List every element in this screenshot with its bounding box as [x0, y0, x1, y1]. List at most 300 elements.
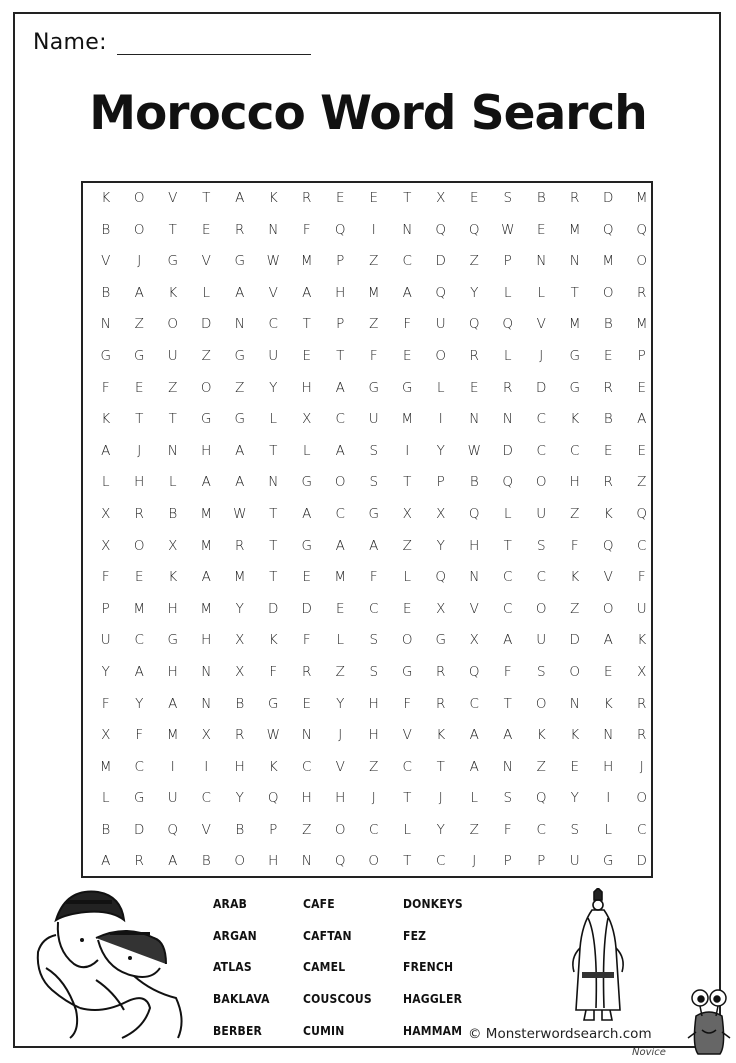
grid-letter[interactable]: G — [268, 695, 279, 712]
grid-letter[interactable]: T — [302, 316, 311, 333]
grid-letter[interactable]: M — [568, 316, 581, 333]
grid-letter[interactable]: M — [635, 316, 648, 333]
grid-letter[interactable]: G — [234, 253, 245, 270]
grid-letter[interactable]: U — [435, 316, 446, 333]
grid-letter[interactable]: O — [200, 379, 212, 396]
grid-letter[interactable]: G — [402, 379, 413, 396]
grid-letter[interactable]: A — [402, 284, 412, 301]
letter-grid[interactable] — [89, 183, 647, 878]
grid-letter[interactable]: V — [536, 316, 546, 333]
grid-letter[interactable]: R — [637, 284, 647, 301]
grid-letter[interactable]: N — [569, 253, 580, 270]
grid-letter[interactable]: V — [268, 284, 278, 301]
grid-letter[interactable]: A — [335, 379, 345, 396]
grid-letter[interactable]: V — [402, 727, 412, 744]
grid-letter[interactable]: C — [268, 316, 278, 333]
grid-letter[interactable]: H — [335, 790, 346, 807]
grid-letter[interactable]: E — [335, 190, 345, 206]
grid-letter[interactable]: S — [369, 474, 379, 491]
grid-letter[interactable]: A — [201, 474, 211, 491]
grid-letter[interactable]: Z — [369, 758, 379, 775]
grid-letter[interactable]: P — [269, 821, 278, 838]
grid-letter[interactable]: E — [603, 347, 613, 364]
grid-letter[interactable]: V — [201, 821, 211, 838]
grid-letter[interactable]: A — [134, 284, 144, 301]
grid-letter[interactable]: G — [134, 347, 145, 364]
grid-letter[interactable]: L — [470, 790, 479, 807]
grid-letter[interactable]: X — [469, 632, 479, 649]
grid-letter[interactable]: E — [201, 221, 211, 238]
grid-letter[interactable]: L — [302, 442, 311, 459]
grid-letter[interactable]: Q — [167, 821, 179, 838]
grid-letter[interactable]: O — [636, 790, 648, 807]
grid-letter[interactable]: C — [302, 758, 312, 775]
grid-letter[interactable]: J — [472, 853, 477, 870]
grid-letter[interactable]: O — [368, 853, 380, 870]
grid-letter[interactable]: R — [134, 853, 144, 870]
grid-letter[interactable]: U — [636, 600, 647, 617]
grid-letter[interactable]: Y — [336, 695, 345, 712]
grid-letter[interactable]: G — [100, 347, 111, 364]
grid-letter[interactable]: Z — [469, 821, 479, 838]
grid-letter[interactable]: V — [201, 253, 211, 270]
grid-letter[interactable]: W — [501, 221, 515, 238]
grid-letter[interactable]: F — [369, 347, 378, 364]
grid-letter[interactable]: N — [201, 695, 212, 712]
grid-letter[interactable]: Q — [468, 505, 480, 522]
grid-letter[interactable]: U — [536, 632, 547, 649]
grid-letter[interactable]: N — [536, 253, 547, 270]
grid-letter[interactable]: O — [133, 221, 145, 238]
grid-letter[interactable]: A — [235, 190, 245, 206]
grid-letter[interactable]: P — [537, 853, 546, 870]
grid-letter[interactable]: H — [234, 758, 245, 775]
grid-letter[interactable]: T — [503, 695, 512, 712]
grid-letter[interactable]: C — [402, 758, 412, 775]
grid-letter[interactable]: R — [637, 695, 647, 712]
grid-letter[interactable]: M — [200, 537, 213, 554]
grid-letter[interactable]: O — [435, 347, 447, 364]
grid-letter[interactable]: O — [401, 632, 413, 649]
grid-letter[interactable]: K — [168, 569, 178, 586]
grid-letter[interactable]: T — [269, 537, 278, 554]
grid-letter[interactable]: H — [301, 379, 312, 396]
grid-letter[interactable]: E — [603, 442, 613, 459]
grid-letter[interactable]: V — [469, 600, 479, 617]
grid-letter[interactable]: Q — [334, 221, 346, 238]
grid-letter[interactable]: F — [101, 379, 110, 396]
grid-letter[interactable]: N — [234, 316, 245, 333]
grid-letter[interactable]: A — [235, 284, 245, 301]
grid-letter[interactable]: Y — [470, 284, 479, 301]
grid-letter[interactable]: Q — [502, 474, 514, 491]
grid-letter[interactable]: P — [637, 347, 646, 364]
grid-letter[interactable]: W — [266, 727, 280, 744]
grid-letter[interactable]: D — [502, 442, 513, 459]
grid-letter[interactable]: D — [134, 821, 145, 838]
grid-letter[interactable]: F — [135, 727, 144, 744]
grid-letter[interactable]: C — [402, 253, 412, 270]
grid-letter[interactable]: G — [167, 632, 178, 649]
grid-letter[interactable]: A — [469, 727, 479, 744]
grid-letter[interactable]: Y — [436, 442, 445, 459]
grid-letter[interactable]: G — [603, 853, 614, 870]
grid-letter[interactable]: H — [167, 600, 178, 617]
grid-letter[interactable]: J — [137, 442, 142, 459]
grid-letter[interactable]: H — [368, 695, 379, 712]
grid-letter[interactable]: Q — [535, 790, 547, 807]
grid-letter[interactable]: Q — [636, 221, 648, 238]
grid-letter[interactable]: G — [368, 379, 379, 396]
grid-letter[interactable]: K — [603, 505, 613, 522]
grid-letter[interactable]: K — [268, 758, 278, 775]
grid-letter[interactable]: W — [266, 253, 280, 270]
grid-letter[interactable]: O — [535, 474, 547, 491]
grid-letter[interactable]: V — [335, 758, 345, 775]
grid-letter[interactable]: T — [168, 411, 177, 428]
grid-letter[interactable]: M — [133, 600, 146, 617]
grid-letter[interactable]: D — [201, 316, 212, 333]
grid-letter[interactable]: N — [502, 411, 513, 428]
grid-letter[interactable]: C — [369, 821, 379, 838]
grid-letter[interactable]: X — [436, 505, 446, 522]
grid-letter[interactable]: N — [469, 411, 480, 428]
grid-letter[interactable]: Q — [602, 537, 614, 554]
grid-letter[interactable]: C — [369, 600, 379, 617]
grid-letter[interactable]: Y — [436, 537, 445, 554]
grid-letter[interactable]: F — [403, 695, 412, 712]
grid-letter[interactable]: R — [637, 727, 647, 744]
grid-letter[interactable]: L — [168, 474, 177, 491]
grid-letter[interactable]: U — [368, 411, 379, 428]
grid-letter[interactable]: E — [302, 695, 312, 712]
grid-letter[interactable]: X — [201, 727, 211, 744]
grid-letter[interactable]: K — [101, 411, 111, 428]
grid-letter[interactable]: Z — [134, 316, 144, 333]
grid-letter[interactable]: A — [603, 632, 613, 649]
grid-letter[interactable]: M — [334, 569, 347, 586]
grid-letter[interactable]: H — [368, 727, 379, 744]
grid-letter[interactable]: E — [402, 347, 412, 364]
grid-letter[interactable]: M — [166, 727, 179, 744]
grid-letter[interactable]: P — [503, 853, 512, 870]
grid-letter[interactable]: F — [269, 663, 278, 680]
grid-letter[interactable]: F — [101, 569, 110, 586]
grid-letter[interactable]: O — [535, 695, 547, 712]
grid-letter[interactable]: N — [167, 442, 178, 459]
grid-letter[interactable]: P — [503, 253, 512, 270]
grid-letter[interactable]: C — [536, 821, 546, 838]
grid-letter[interactable]: O — [535, 600, 547, 617]
grid-letter[interactable]: A — [302, 284, 312, 301]
grid-letter[interactable]: V — [101, 253, 111, 270]
grid-letter[interactable]: H — [335, 284, 346, 301]
grid-letter[interactable]: B — [235, 821, 245, 838]
grid-letter[interactable]: F — [570, 537, 579, 554]
grid-letter[interactable]: T — [403, 474, 412, 491]
grid-letter[interactable]: S — [369, 663, 379, 680]
grid-letter[interactable]: K — [603, 695, 613, 712]
grid-letter[interactable]: D — [301, 600, 312, 617]
grid-letter[interactable]: H — [201, 632, 212, 649]
grid-letter[interactable]: J — [371, 790, 376, 807]
grid-letter[interactable]: M — [635, 190, 648, 206]
grid-letter[interactable]: Z — [369, 316, 379, 333]
grid-letter[interactable]: I — [204, 758, 209, 775]
grid-letter[interactable]: Y — [269, 379, 278, 396]
grid-letter[interactable]: G — [134, 790, 145, 807]
grid-letter[interactable]: R — [436, 695, 446, 712]
grid-letter[interactable]: M — [300, 253, 313, 270]
grid-letter[interactable]: F — [403, 316, 412, 333]
grid-letter[interactable]: H — [167, 663, 178, 680]
grid-letter[interactable]: L — [101, 474, 110, 491]
grid-letter[interactable]: H — [268, 853, 279, 870]
grid-letter[interactable]: U — [268, 347, 279, 364]
grid-letter[interactable]: P — [336, 316, 345, 333]
grid-letter[interactable]: Y — [235, 790, 244, 807]
grid-letter[interactable]: K — [268, 190, 278, 206]
grid-letter[interactable]: G — [201, 411, 212, 428]
grid-letter[interactable]: L — [403, 821, 412, 838]
grid-letter[interactable]: K — [268, 632, 278, 649]
grid-letter[interactable]: U — [536, 505, 547, 522]
grid-letter[interactable]: R — [302, 663, 312, 680]
grid-letter[interactable]: K — [436, 727, 446, 744]
grid-letter[interactable]: V — [603, 569, 613, 586]
grid-letter[interactable]: E — [335, 600, 345, 617]
grid-letter[interactable]: K — [570, 727, 580, 744]
grid-letter[interactable]: M — [602, 253, 615, 270]
grid-letter[interactable]: Z — [637, 474, 647, 491]
grid-letter[interactable]: B — [603, 316, 613, 333]
grid-letter[interactable]: F — [302, 221, 311, 238]
grid-letter[interactable]: M — [568, 221, 581, 238]
grid-letter[interactable]: U — [167, 790, 178, 807]
grid-letter[interactable]: Z — [536, 758, 546, 775]
grid-letter[interactable]: E — [369, 190, 379, 206]
grid-letter[interactable]: X — [402, 505, 412, 522]
grid-letter[interactable]: T — [503, 537, 512, 554]
grid-letter[interactable]: R — [235, 221, 245, 238]
grid-letter[interactable]: R — [436, 663, 446, 680]
grid-letter[interactable]: F — [101, 695, 110, 712]
grid-letter[interactable]: X — [302, 411, 312, 428]
name-field[interactable] — [33, 30, 311, 55]
grid-letter[interactable]: C — [637, 537, 647, 554]
grid-letter[interactable]: N — [569, 695, 580, 712]
grid-letter[interactable]: C — [201, 790, 211, 807]
grid-letter[interactable]: F — [637, 569, 646, 586]
grid-letter[interactable]: U — [569, 853, 580, 870]
grid-letter[interactable]: R — [469, 347, 479, 364]
grid-letter[interactable]: O — [602, 284, 614, 301]
grid-letter[interactable]: Q — [334, 853, 346, 870]
grid-letter[interactable]: A — [134, 663, 144, 680]
grid-letter[interactable]: E — [469, 379, 479, 396]
grid-letter[interactable]: T — [168, 221, 177, 238]
grid-letter[interactable]: G — [402, 663, 413, 680]
grid-letter[interactable]: C — [536, 442, 546, 459]
grid-letter[interactable]: C — [436, 853, 446, 870]
grid-letter[interactable]: X — [436, 190, 446, 206]
grid-letter[interactable]: L — [202, 284, 211, 301]
grid-letter[interactable]: C — [536, 569, 546, 586]
grid-letter[interactable]: T — [269, 505, 278, 522]
grid-letter[interactable]: G — [301, 474, 312, 491]
grid-letter[interactable]: Y — [570, 790, 579, 807]
grid-letter[interactable]: H — [201, 442, 212, 459]
grid-letter[interactable]: B — [536, 190, 546, 206]
grid-letter[interactable]: D — [603, 190, 614, 206]
grid-letter[interactable]: T — [269, 569, 278, 586]
grid-letter[interactable]: D — [569, 632, 580, 649]
grid-letter[interactable]: I — [371, 221, 376, 238]
grid-letter[interactable]: N — [100, 316, 111, 333]
grid-letter[interactable]: D — [636, 853, 647, 870]
grid-letter[interactable]: H — [301, 790, 312, 807]
grid-letter[interactable]: Y — [235, 600, 244, 617]
grid-letter[interactable]: T — [436, 758, 445, 775]
grid-letter[interactable]: A — [168, 695, 178, 712]
grid-letter[interactable]: L — [537, 284, 546, 301]
grid-letter[interactable]: G — [234, 411, 245, 428]
grid-letter[interactable]: Z — [570, 600, 580, 617]
grid-letter[interactable]: T — [336, 347, 345, 364]
grid-letter[interactable]: W — [233, 505, 247, 522]
grid-letter[interactable]: A — [503, 632, 513, 649]
grid-letter[interactable]: F — [503, 821, 512, 838]
grid-letter[interactable]: B — [201, 853, 211, 870]
grid-letter[interactable]: A — [235, 442, 245, 459]
grid-letter[interactable]: N — [502, 758, 513, 775]
grid-letter[interactable]: B — [168, 505, 178, 522]
grid-letter[interactable]: G — [167, 253, 178, 270]
grid-letter[interactable]: P — [336, 253, 345, 270]
grid-letter[interactable]: R — [503, 379, 513, 396]
grid-letter[interactable]: N — [201, 663, 212, 680]
grid-letter[interactable]: H — [569, 474, 580, 491]
grid-letter[interactable]: T — [135, 411, 144, 428]
grid-letter[interactable]: O — [133, 190, 145, 206]
grid-letter[interactable]: E — [637, 442, 647, 459]
grid-letter[interactable]: N — [469, 569, 480, 586]
grid-letter[interactable]: E — [402, 600, 412, 617]
grid-letter[interactable]: L — [604, 821, 613, 838]
grid-letter[interactable]: S — [536, 663, 546, 680]
grid-letter[interactable]: O — [636, 253, 648, 270]
grid-letter[interactable]: X — [235, 663, 245, 680]
grid-letter[interactable]: R — [235, 537, 245, 554]
grid-letter[interactable]: Z — [570, 505, 580, 522]
grid-letter[interactable]: N — [301, 727, 312, 744]
grid-letter[interactable]: Z — [335, 663, 345, 680]
grid-letter[interactable]: E — [469, 190, 479, 206]
grid-letter[interactable]: X — [168, 537, 178, 554]
grid-letter[interactable]: R — [235, 727, 245, 744]
grid-letter[interactable]: X — [101, 537, 111, 554]
grid-letter[interactable]: H — [603, 758, 614, 775]
grid-letter[interactable]: J — [539, 347, 544, 364]
grid-letter[interactable]: Y — [101, 663, 110, 680]
grid-letter[interactable]: Z — [201, 347, 211, 364]
grid-letter[interactable]: H — [134, 474, 145, 491]
grid-letter[interactable]: S — [570, 821, 580, 838]
grid-letter[interactable]: G — [435, 632, 446, 649]
grid-letter[interactable]: M — [200, 505, 213, 522]
grid-letter[interactable]: N — [268, 474, 279, 491]
grid-letter[interactable]: G — [234, 347, 245, 364]
grid-letter[interactable]: G — [569, 379, 580, 396]
grid-letter[interactable]: C — [335, 505, 345, 522]
grid-letter[interactable]: A — [335, 442, 345, 459]
grid-letter[interactable]: Q — [435, 284, 447, 301]
grid-letter[interactable]: N — [603, 727, 614, 744]
grid-letter[interactable]: C — [469, 695, 479, 712]
grid-letter[interactable]: C — [536, 411, 546, 428]
grid-letter[interactable]: E — [637, 379, 647, 396]
grid-letter[interactable]: O — [167, 316, 179, 333]
grid-letter[interactable]: P — [436, 474, 445, 491]
grid-letter[interactable]: X — [637, 663, 647, 680]
grid-letter[interactable]: J — [438, 790, 443, 807]
grid-letter[interactable]: C — [503, 569, 513, 586]
grid-letter[interactable]: Q — [636, 505, 648, 522]
grid-letter[interactable]: E — [134, 569, 144, 586]
grid-letter[interactable]: B — [101, 221, 111, 238]
grid-letter[interactable]: Z — [235, 379, 245, 396]
grid-letter[interactable]: Q — [435, 569, 447, 586]
grid-letter[interactable]: L — [503, 284, 512, 301]
grid-letter[interactable]: B — [235, 695, 245, 712]
grid-letter[interactable]: K — [570, 411, 580, 428]
grid-letter[interactable]: C — [134, 632, 144, 649]
grid-letter[interactable]: A — [168, 853, 178, 870]
grid-letter[interactable]: J — [639, 758, 644, 775]
grid-letter[interactable]: J — [338, 727, 343, 744]
grid-letter[interactable]: A — [101, 442, 111, 459]
grid-letter[interactable]: A — [503, 727, 513, 744]
grid-letter[interactable]: A — [235, 474, 245, 491]
grid-letter[interactable]: D — [435, 253, 446, 270]
grid-letter[interactable]: J — [137, 253, 142, 270]
grid-letter[interactable]: L — [403, 569, 412, 586]
grid-letter[interactable]: S — [503, 790, 513, 807]
grid-letter[interactable]: O — [133, 537, 145, 554]
grid-letter[interactable]: K — [536, 727, 546, 744]
grid-letter[interactable]: E — [603, 663, 613, 680]
grid-letter[interactable]: G — [368, 505, 379, 522]
grid-letter[interactable]: E — [134, 379, 144, 396]
grid-letter[interactable]: M — [200, 600, 213, 617]
grid-letter[interactable]: A — [302, 505, 312, 522]
grid-letter[interactable]: M — [367, 284, 380, 301]
grid-letter[interactable]: Q — [602, 221, 614, 238]
grid-letter[interactable]: S — [369, 442, 379, 459]
grid-letter[interactable]: Q — [468, 221, 480, 238]
grid-letter[interactable]: A — [637, 411, 647, 428]
grid-letter[interactable]: F — [302, 632, 311, 649]
grid-letter[interactable]: Z — [302, 821, 312, 838]
grid-letter[interactable]: D — [536, 379, 547, 396]
grid-letter[interactable]: I — [438, 411, 443, 428]
grid-letter[interactable]: S — [503, 190, 513, 206]
grid-letter[interactable]: Q — [435, 221, 447, 238]
grid-letter[interactable]: A — [335, 537, 345, 554]
grid-letter[interactable]: G — [569, 347, 580, 364]
grid-letter[interactable]: T — [403, 853, 412, 870]
grid-letter[interactable]: F — [369, 569, 378, 586]
